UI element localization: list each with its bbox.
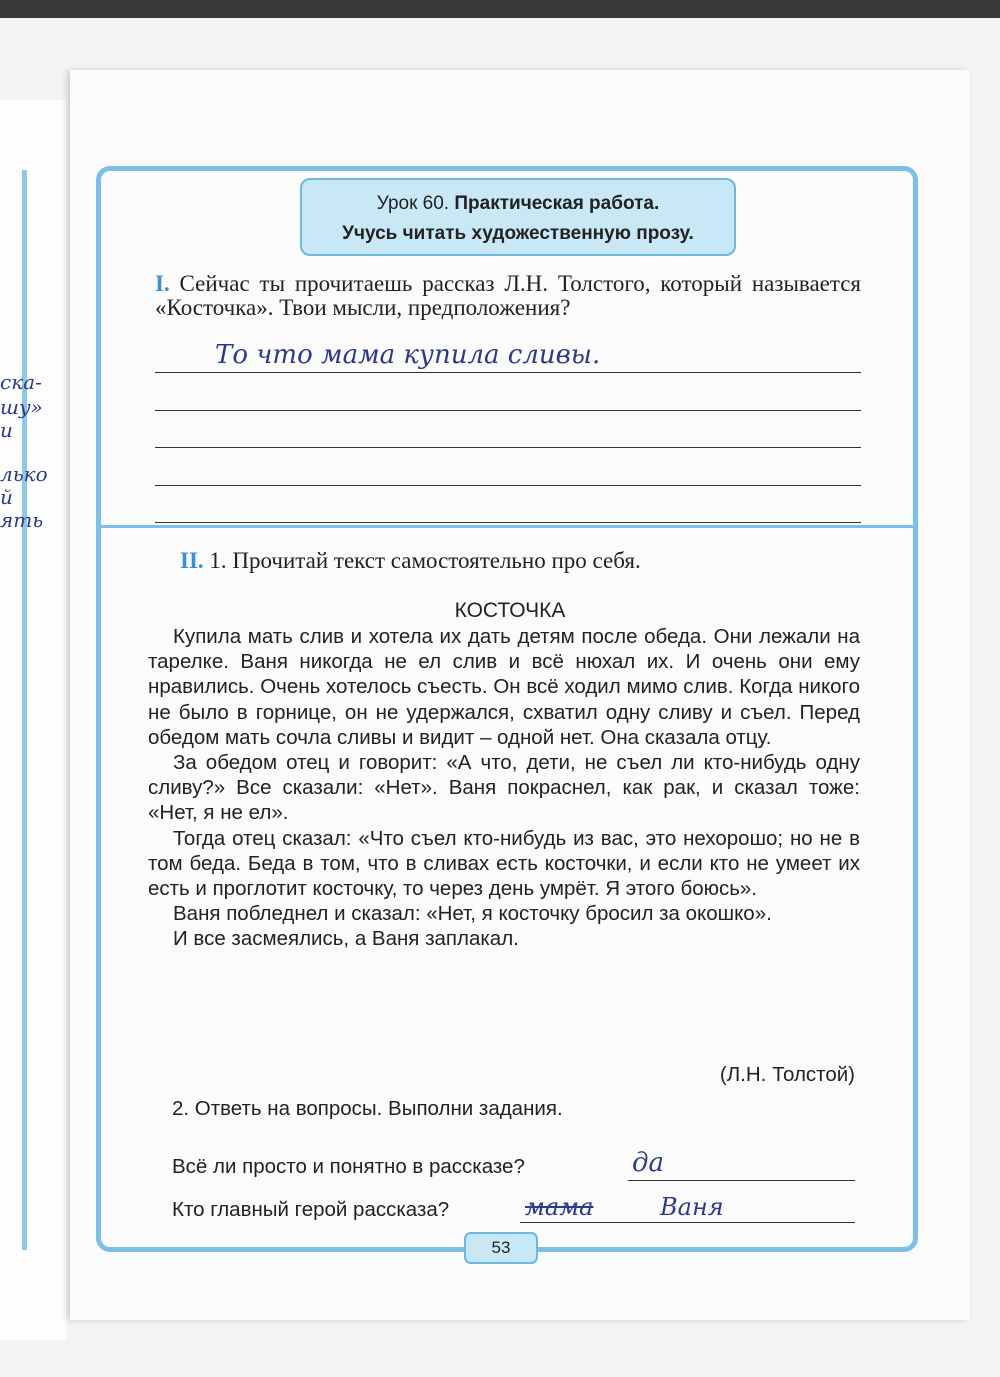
left-page-frame xyxy=(22,170,27,1250)
margin-note: лько xyxy=(0,462,48,486)
scan-edge xyxy=(0,0,1000,18)
handwritten-answer: да xyxy=(632,1148,664,1178)
section-numeral: II. xyxy=(180,548,204,573)
section-numeral: I. xyxy=(155,271,170,296)
story-paragraph: Ваня побледнел и сказал: «Нет, я косточку бросил за окошко». xyxy=(173,902,772,926)
question-2: Кто главный герой рассказа? xyxy=(172,1198,450,1221)
answer-line xyxy=(520,1222,855,1223)
lesson-header xyxy=(300,178,736,256)
answer-line xyxy=(628,1180,855,1181)
question-1: Всё ли просто и понятно в рассказе? xyxy=(172,1155,525,1178)
margin-note: шу» xyxy=(0,395,43,419)
handwritten-struck-answer: мама xyxy=(525,1193,594,1221)
answer-line xyxy=(155,410,861,411)
answer-line xyxy=(155,522,861,523)
margin-note: ять xyxy=(0,508,44,532)
story-paragraph: Тогда отец сказал: «Что съел кто-нибудь из вас, это нехорошо; но не в том беда. Беда в том, что в сливах есть косточки, и если кто не умеет их есть и проглотит косточку, то через день умрёт. Я этого боюсь». xyxy=(148,826,860,901)
margin-note: й xyxy=(0,485,13,509)
section-1-prompt xyxy=(155,272,861,320)
section-2-task-1 xyxy=(180,548,641,574)
margin-note: ска- xyxy=(0,370,42,394)
task-2: 2. Ответь на вопросы. Выполни задания. xyxy=(172,1097,563,1120)
task-1-text: 1. Прочитай текст самостоятельно про себя. xyxy=(209,548,641,573)
handwritten-answer: То что мама купила сливы. xyxy=(215,340,601,370)
answer-line xyxy=(155,485,861,486)
section-1-text: Сейчас ты прочитаешь рассказ Л.Н. Толстого, который называется «Косточка». Твои мысли, предположения? xyxy=(155,271,861,320)
story-paragraph: Купила мать слив и хотела их дать детям после обеда. Они лежали на тарелке. Ваня никогда не ел слив и всё нюхал их. И очень они ему нравились. Очень хотелось съесть. Он всё ходил мимо слив. Когда никого не было в горнице, он не удержался, схватил одну сливу и съел. Перед обедом мать сочла сливы и видит – одной нет. Она сказала отцу. xyxy=(148,625,860,749)
left-page xyxy=(0,100,66,1340)
story-author: (Л.Н. Толстой) xyxy=(719,1063,855,1086)
story-paragraph: За обедом отец и говорит: «А что, дети, не съел ли кто-нибудь одну сливу?» Все сказали: «Нет». Ваня покраснел, как рак, и сказал тоже: «Нет, я не ел». xyxy=(148,751,860,825)
page-number: 53 xyxy=(464,1232,538,1264)
answer-line xyxy=(155,447,861,448)
answer-line xyxy=(155,372,861,373)
story-title: КОСТОЧКА xyxy=(454,599,566,622)
story-paragraph: И все засмеялись, а Ваня заплакал. xyxy=(173,927,519,951)
lesson-number: Урок 60. xyxy=(376,193,450,214)
section-divider xyxy=(101,525,913,528)
lesson-title: Практическая работа. xyxy=(454,193,660,214)
story-text xyxy=(148,624,860,952)
handwritten-answer: Ваня xyxy=(660,1193,724,1221)
lesson-subtitle: Учусь читать художественную прозу. xyxy=(342,223,694,244)
margin-note: и xyxy=(0,418,13,442)
